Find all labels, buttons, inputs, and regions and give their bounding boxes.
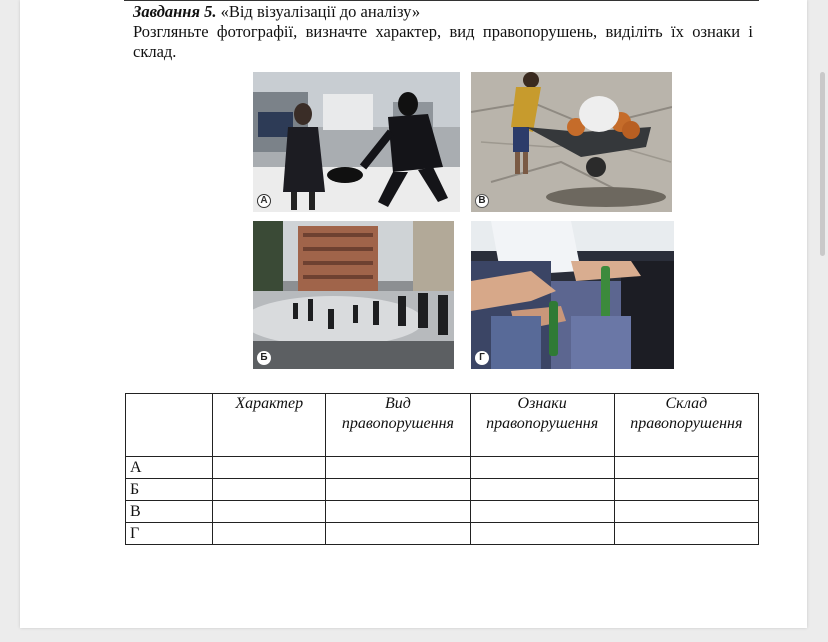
table-cell[interactable] xyxy=(470,523,614,545)
header-type: Вид правопорушення xyxy=(326,394,470,457)
table-cell[interactable] xyxy=(213,523,326,545)
photo-g-label: Г xyxy=(475,351,489,365)
photo-v xyxy=(471,72,672,212)
row-label: Г xyxy=(126,523,213,545)
table-cell[interactable] xyxy=(213,479,326,501)
photo-b-label: Б xyxy=(257,351,271,365)
table-header-row xyxy=(126,394,759,457)
scrollbar[interactable] xyxy=(820,72,825,256)
photo-b xyxy=(253,221,454,369)
table-cell[interactable] xyxy=(470,457,614,479)
table-cell[interactable] xyxy=(614,501,758,523)
row-label: В xyxy=(126,501,213,523)
task-title: «Від візуалізації до аналізу» xyxy=(220,2,421,21)
table-row xyxy=(126,457,759,479)
table-cell[interactable] xyxy=(470,501,614,523)
row-label: Б xyxy=(126,479,213,501)
table-cell[interactable] xyxy=(213,457,326,479)
table-row xyxy=(126,523,759,545)
header-character: Характер xyxy=(213,394,326,457)
table-cell[interactable] xyxy=(614,479,758,501)
photo-g xyxy=(471,221,674,369)
table-cell[interactable] xyxy=(326,457,470,479)
task-heading xyxy=(133,2,753,22)
table-cell[interactable] xyxy=(326,479,470,501)
header-empty xyxy=(126,394,213,457)
task-instruction: Розгляньте фотографії, визначте характер, вид правопорушень, виділіть їх ознаки і склад. xyxy=(133,22,753,61)
table-cell[interactable] xyxy=(614,523,758,545)
header-composition: Склад правопорушення xyxy=(614,394,758,457)
task-number: Завдання 5. xyxy=(133,2,217,21)
photo-v-label: В xyxy=(475,194,489,208)
photo-a-label: А xyxy=(257,194,271,208)
row-label: А xyxy=(126,457,213,479)
table-cell[interactable] xyxy=(326,501,470,523)
table-row xyxy=(126,479,759,501)
task-block xyxy=(133,2,753,62)
document-page xyxy=(20,0,807,628)
table-cell[interactable] xyxy=(614,457,758,479)
table-row xyxy=(126,501,759,523)
table-cell[interactable] xyxy=(470,479,614,501)
photo-a xyxy=(253,72,460,212)
header-features: Ознаки правопорушення xyxy=(470,394,614,457)
analysis-table xyxy=(125,393,759,545)
table-cell[interactable] xyxy=(326,523,470,545)
table-cell[interactable] xyxy=(213,501,326,523)
top-rule xyxy=(124,0,759,1)
